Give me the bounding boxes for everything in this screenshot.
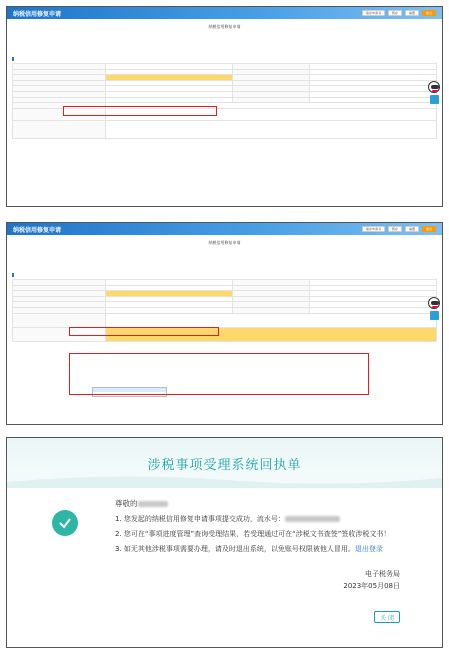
logout-link[interactable]: 退出登录 [354,545,383,553]
document-icon[interactable] [430,311,439,320]
notice-text [12,40,437,48]
assistant-robot-icon[interactable] [428,81,440,93]
section-heading [12,52,437,55]
receipt-line-2: 2. 您可在“事项进度管理”查询受理结果，若受理通过可在“涉税文书查签”签收涉税文书！ [115,530,391,538]
screenshot-panel-1 [6,6,443,207]
tips-heading [12,347,437,350]
document-icon[interactable] [430,95,439,104]
receipt-line-1: 1. 您发起的纳税信用修复申请事项提交成功，流水号： [115,514,422,524]
highlight-repair-type [63,106,217,116]
close-button[interactable]: 关 闭 [374,611,400,623]
app-header [7,7,442,19]
section-heading [12,268,437,271]
application-form [12,63,437,139]
notice-heading [12,35,437,38]
app-title: 纳税信用修复申请 [13,11,62,18]
receipt-title: 涉税事项受理系统回执单 [147,457,302,473]
reset-button[interactable]: 重置 [405,10,419,16]
form-title: 纳税信用修复申请 [208,240,241,245]
app-title: 纳税信用修复申请 [13,227,62,234]
tips-heading [12,142,437,145]
issuer: 电子税务局 [365,570,400,578]
signature-block [115,568,422,592]
screenshot-panel-2 [6,222,443,425]
reset-button[interactable]: 重置 [405,226,419,232]
form-section-heading [12,57,437,61]
header-wave-decoration [7,472,442,488]
success-check-icon [52,510,78,536]
receipt-body [7,488,442,592]
save-form-button[interactable]: 保存申请书 [362,10,385,16]
submit-button[interactable]: 提交 [422,226,436,232]
notice-text [12,256,437,264]
tips-list [12,147,437,167]
issue-date: 2023年05月08日 [343,582,400,590]
form-title: 纳税信用修复申请 [208,24,241,29]
highlight-reason-area [69,353,369,395]
notice-heading [12,251,437,254]
app-header [7,223,442,235]
float-tools [428,297,440,320]
draft-button[interactable]: 暂存 [388,226,402,232]
receipt-header [7,438,442,488]
receipt-panel [6,437,443,648]
submit-button[interactable]: 提交 [422,10,436,16]
save-form-button[interactable]: 保存申请书 [362,226,385,232]
float-tools [428,81,440,104]
highlight-repair-type [69,327,219,336]
form-section-heading [12,273,437,277]
draft-button[interactable]: 暂存 [388,10,402,16]
greeting: 尊敬的 [115,498,422,509]
assistant-robot-icon[interactable] [428,297,440,309]
receipt-line-3: 3. 如无其他涉税事项需要办理，请及时退出系统，以免账号权限被他人冒用。退出登录 [115,545,383,553]
